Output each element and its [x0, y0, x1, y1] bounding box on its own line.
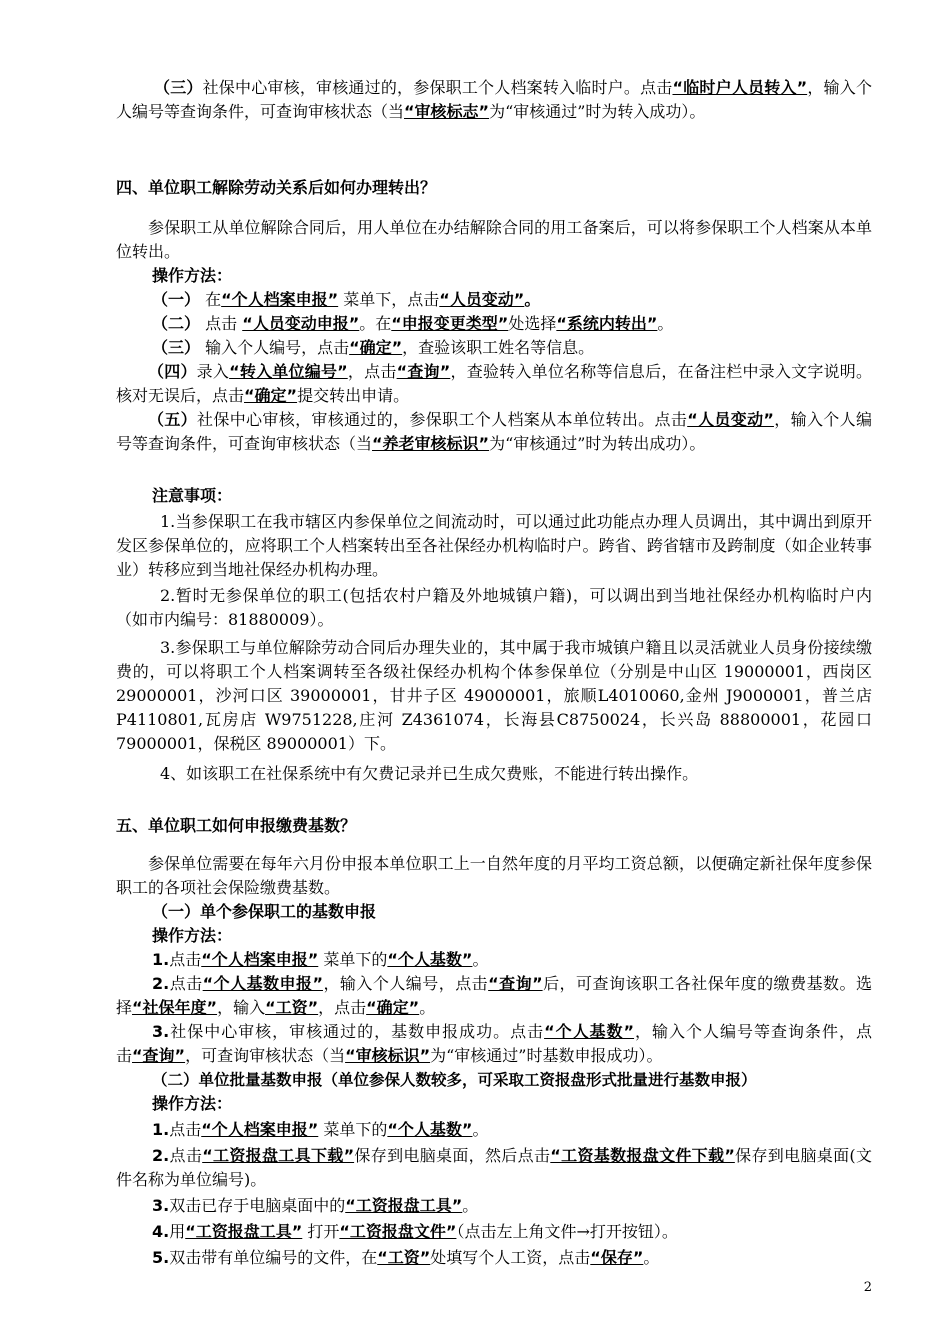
section-4-heading: 四、单位职工解除劳动关系后如何办理转出？ — [116, 178, 437, 197]
section-4-intro: 参保职工从单位解除合同后，用人单位在办结解除合同的用工备案后，可以将参保职工个人档案从本单位转出。 — [116, 218, 872, 261]
batch-step-5: 5.双击带有单位编号的文件，在“工资”处填写个人工资，点击“保存”。 — [152, 1248, 660, 1267]
paragraph-temp-account-review: （三）社保中心审核，审核通过的，参保职工个人档案转入临时户。点击“临时户人员转入”，输入个人编号等查询条件，可查询审核状态（当“审核标志”为“审核通过”时为转入成功）。 — [116, 78, 872, 121]
note-1: 1.当参保职工在我市辖区内参保单位之间流动时，可以通过此功能点办理人员调出，其中调出到原开发区参保单位的，应将职工个人档案转出至各社保经办机构临时户。跨省、跨省辖市及跨制度（如企业转事业）转移应到当地社保经办机构办理。 — [116, 512, 872, 579]
note-3: 3.参保职工与单位解除劳动合同后办理失业的，其中属于我市城镇户籍且以灵活就业人员身份接续缴费的，可以将职工个人档案调转至各级社保经办机构个体参保单位（分别是中山区 19000001，西岗区 29000001，沙河口区 39000001，甘井子区 49000001，旅顺L4010060,金州 J9000001，普兰店 P4110801,瓦房店 W9751228,庄河 Z4361074，长海县C8750024，长兴岛 88800001，花园口 79000001，保税区 89000001）下。 — [116, 638, 872, 753]
method-label-2: 操作方法： — [152, 926, 233, 945]
section-5-intro: 参保单位需要在每年六月份申报本单位职工上一自然年度的月平均工资总额，以便确定新社保年度参保职工的各项社会保险缴费基数。 — [116, 854, 872, 897]
batch-step-4: 4.用“工资报盘工具” 打开“工资报盘文件”（点击左上角文件→打开按钮）。 — [152, 1222, 678, 1241]
step-4: （四）录入“转入单位编号”，点击“查询”，查验转入单位名称等信息后，在备注栏中录入文字说明。核对无误后，点击“确定”提交转出申请。 — [116, 362, 872, 405]
single-step-1: 1.点击“个人档案申报” 菜单下的“个人基数”。 — [152, 950, 489, 969]
batch-step-2: 2.点击“工资报盘工具下载”保存到电脑桌面，然后点击“工资基数报盘文件下载”保存到电脑桌面(文件名称为单位编号)。 — [116, 1146, 872, 1189]
batch-step-3: 3.双击已存于电脑桌面中的“工资报盘工具”。 — [152, 1196, 479, 1215]
step-1: （一） 在“个人档案申报” 菜单下，点击“人员变动”。 — [152, 290, 541, 309]
notes-label: 注意事项： — [152, 486, 233, 505]
step-3: （三） 输入个人编号，点击“确定”，查验该职工姓名等信息。 — [152, 338, 595, 357]
page-number: 2 — [863, 1280, 872, 1295]
step-2: （二） 点击 “人员变动申报”。在“申报变更类型”处选择“系统内转出”。 — [152, 314, 674, 333]
single-step-2: 2.点击“个人基数申报”，输入个人编号，点击“查询”后，可查询该职工各社保年度的缴费基数。选择“社保年度”，输入“工资”，点击“确定”。 — [116, 974, 872, 1017]
batch-step-1: 1.点击“个人档案申报” 菜单下的“个人基数”。 — [152, 1120, 489, 1139]
step-5: （五）社保中心审核，审核通过的，参保职工个人档案从本单位转出。点击“人员变动”，输入个人编号等查询条件，可查询审核状态（当“养老审核标识”为“审核通过”时为转出成功）。 — [116, 410, 872, 453]
method-label: 操作方法： — [152, 266, 233, 285]
subsection-single-heading: （一）单个参保职工的基数申报 — [152, 902, 377, 921]
single-step-3: 3.社保中心审核，审核通过的，基数申报成功。点击“个人基数”，输入个人编号等查询条件，点击“查询”，可查询审核状态（当“审核标识”为“审核通过”时基数申报成功）。 — [116, 1022, 872, 1065]
section-5-heading: 五、单位职工如何申报缴费基数？ — [116, 816, 357, 835]
note-2: 2.暂时无参保单位的职工(包括农村户籍及外地城镇户籍)，可以调出到当地社保经办机构临时户内（如市内编号：81880009）。 — [116, 586, 872, 629]
subsection-batch-heading: （二）单位批量基数申报（单位参保人数较多，可采取工资报盘形式批量进行基数申报） — [152, 1071, 757, 1089]
method-label-3: 操作方法： — [152, 1094, 233, 1113]
note-4: 4、如该职工在社保系统中有欠费记录并已生成欠费账，不能进行转出操作。 — [160, 764, 699, 783]
